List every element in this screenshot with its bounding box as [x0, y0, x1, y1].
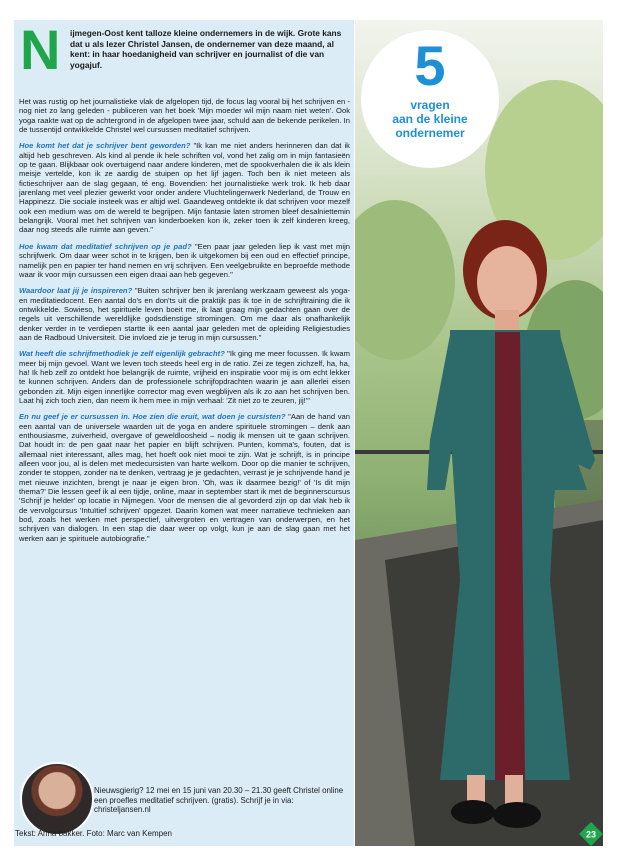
page-number-badge — [578, 821, 604, 847]
badge-label-line: vragen — [410, 98, 450, 112]
answer: "Een paar jaar geleden liep ik vast met mijn schrijfwerk. Om daar weer schot in te krijgen, ben ik uitgekomen bij een oud en effectief principe, namelijk pen en papier ter hand nemen en vrij schrijven. Een veelgebruikte en beproefde methode waar ik voor mijn cursussen een eigen draai aan heb gegeven." — [19, 241, 350, 279]
five-questions-badge — [361, 30, 499, 168]
qa-item — [19, 412, 350, 543]
question: En nu geef je er cursussen in. Hoe zien die eruit, wat doen je cursisten? — [19, 412, 286, 422]
drop-cap: N — [20, 18, 61, 81]
badge-label — [361, 98, 499, 140]
closing-note: Nieuwsgierig? 12 mei en 15 juni van 20.30 – 21.30 geeft Christel online een proefles meditatief schrijven. (gratis). Schrijf je in via: christeljansen.nl — [94, 786, 344, 815]
badge-number: 5 — [414, 34, 446, 97]
answer: "Ik ging me meer focussen. Ik kwam meer bij mijn gevoel. Want we leven toch steeds heel erg in de ratio. Zei ze tegen zichzelf, ha, ha, ha! Ik heb zelf zo ontdekt hoe belangrijk de ruimte, vrijheid en inspiratie voor mij is om echt lekker te kunnen schrijven. Anders dan de professionele schrijfopdrachten waarin je aan allerlei eisen gebonden zit. Mijn eigen innerlijke corrector mag even wegblijven als ik zo aan het schrijven ben. Laat hij zich toch zien, dan neem ik hem mee in mijn verhaal: 'Zit niet zo te zeuren, jij!'" — [19, 349, 350, 405]
question: Hoe kwam dat meditatief schrijven op je pad? — [19, 241, 192, 251]
question: Wat heeft die schrijfmethodiek je zelf eigenlijk gebracht? — [19, 349, 225, 359]
lead-paragraph: Het was rustig op het journalistieke vlak de afgelopen tijd, de focus lag vooral bij het schrijven en - nog niet zo lang geleden - publiceren van het boek 'Mijn moeder wil mijn naam niet weten'. Ook yoga raakte wat op de achtergrond in de afgelopen twee jaar, schuld aan de bekende perikelen. In de tussentijd ontwikkelde Christel wel cursussen meditatief schrijven. — [19, 97, 350, 135]
question: Hoe komt het dat je schrijver bent geworden? — [19, 141, 191, 151]
qa-item — [19, 242, 350, 279]
author-avatar — [20, 762, 94, 836]
answer: "Aan de hand van een aantal van de universele waarden uit de yoga en andere spirituele stromingen – denk aan enthousiasme, zuiverheid, overgave of geweldloosheid – nodig ik mensen uit te gaan schrijven. Dat houdt in: de pen gaat naar het papier en blijft schrijven. Punten, komma's, fouten, dat is allemaal niet interessant, alles mag, het hoeft ook niet mooi te zijn. Wat je schrijft, is in principe alleen voor jou, al is delen met medecursisten van harte welkom. Door op die manier te schrijven, zonder te stoppen, zonder na te denken, vertraag je je gedachten, verrast je je schrijvende hand je met nieuwe inzichten, brengt je naar je eigen bron. 'Oh, was ik daarmee bezig!' of 'Is dit mijn thema?' Die lessen geef ik al een tijdje, online, maar in september start ik met de beginnerscursus 'Schrijf je helder' op locatie in Nijmegen. Voor de mensen die al gevorderd zijn op dat vlak heb ik de vervolgcursus 'Intuïtief schrijven' opgezet. Daarin komen wat meer narratieve technieken aan bod, zoals het werken met perspectief, uitvergroten en vertragen van onderwerpen, en het schrijven van dialogen. In een stap die daar weer op volgt, kun je aan de slag gaan met het werken aan je spirituele autobiografie." — [19, 412, 350, 543]
qa-item — [19, 286, 350, 342]
page-number: 23 — [585, 829, 597, 840]
article-body — [19, 97, 350, 550]
qa-item — [19, 349, 350, 405]
intro-text: ijmegen-Oost kent talloze kleine ondernemers in de wijk. Grote kans dat u als lezer Christel Jansen, de ondernemer van deze maand, al kent: in haar hoedanigheid van schrijver en journalist of die van yogajuf. — [70, 28, 342, 70]
qa-item — [19, 141, 350, 234]
badge-label-line: ondernemer — [395, 126, 465, 140]
badge-label-line: aan de kleine — [392, 112, 468, 126]
question: Waardoor laat jij je inspireren? — [19, 286, 133, 296]
photo-credit: Tekst: Anna bakker. Foto: Marc van Kempen — [15, 829, 172, 838]
answer: "Buiten schrijver ben ik jarenlang werkzaam geweest als yoga- en meditatiedocent. Een aantal do's en don'ts uit die praktijk pas ik toe in de schrijftraining die ik ontwikkelde. Sowieso, het spirituele leven boeit me, ik laat graag mijn gedachten gaan over de regels uit verschillende wereldlijke godsdienstige stromingen. Om me daar als onafhankelijk denker verder in te verdiepen startte ik een aantal jaar geleden met de opleiding Religiestudies aan de Radboud Universiteit. Die invloed zie je terug in mijn cursussen." — [19, 286, 350, 342]
article-column — [14, 20, 354, 846]
answer: "Ik kan me niet anders herinneren dan dat ik altijd heb geschreven. Als kind al pende ik hele schriften vol, vond het zalig om in mijn fantasieën op te gaan. Blijkbaar ook overtuigend naar andere kinderen, met de spookverhalen die ik als klein meisje vertelde, kon ik ze aardig de stuipen op het lijf jagen. Toch ben ik niet meteen als fictieschrijver aan de slag gegaan, té eng. Bovendien: het journalistieke werk trok. Ik heb daar jarenlang met veel plezier gewerkt voor onder andere Vluchtelingenwerk Nederland, de Trouw en Happinezz. Die sociale insteek was er altijd wel. Gaandeweg ontdekte ik dat schrijven voor mezelf ook een medium was om de wereld te begrijpen. Mijn fantasie laten stromen bleef desalniettemin belangrijk. Vooral met het schrijven van kinderboeken kon ik, zeker toen ik zelf kinderen kreeg, daar nog steeds alle ruimte aan geven." — [19, 141, 350, 235]
portrait-photo — [355, 20, 603, 846]
